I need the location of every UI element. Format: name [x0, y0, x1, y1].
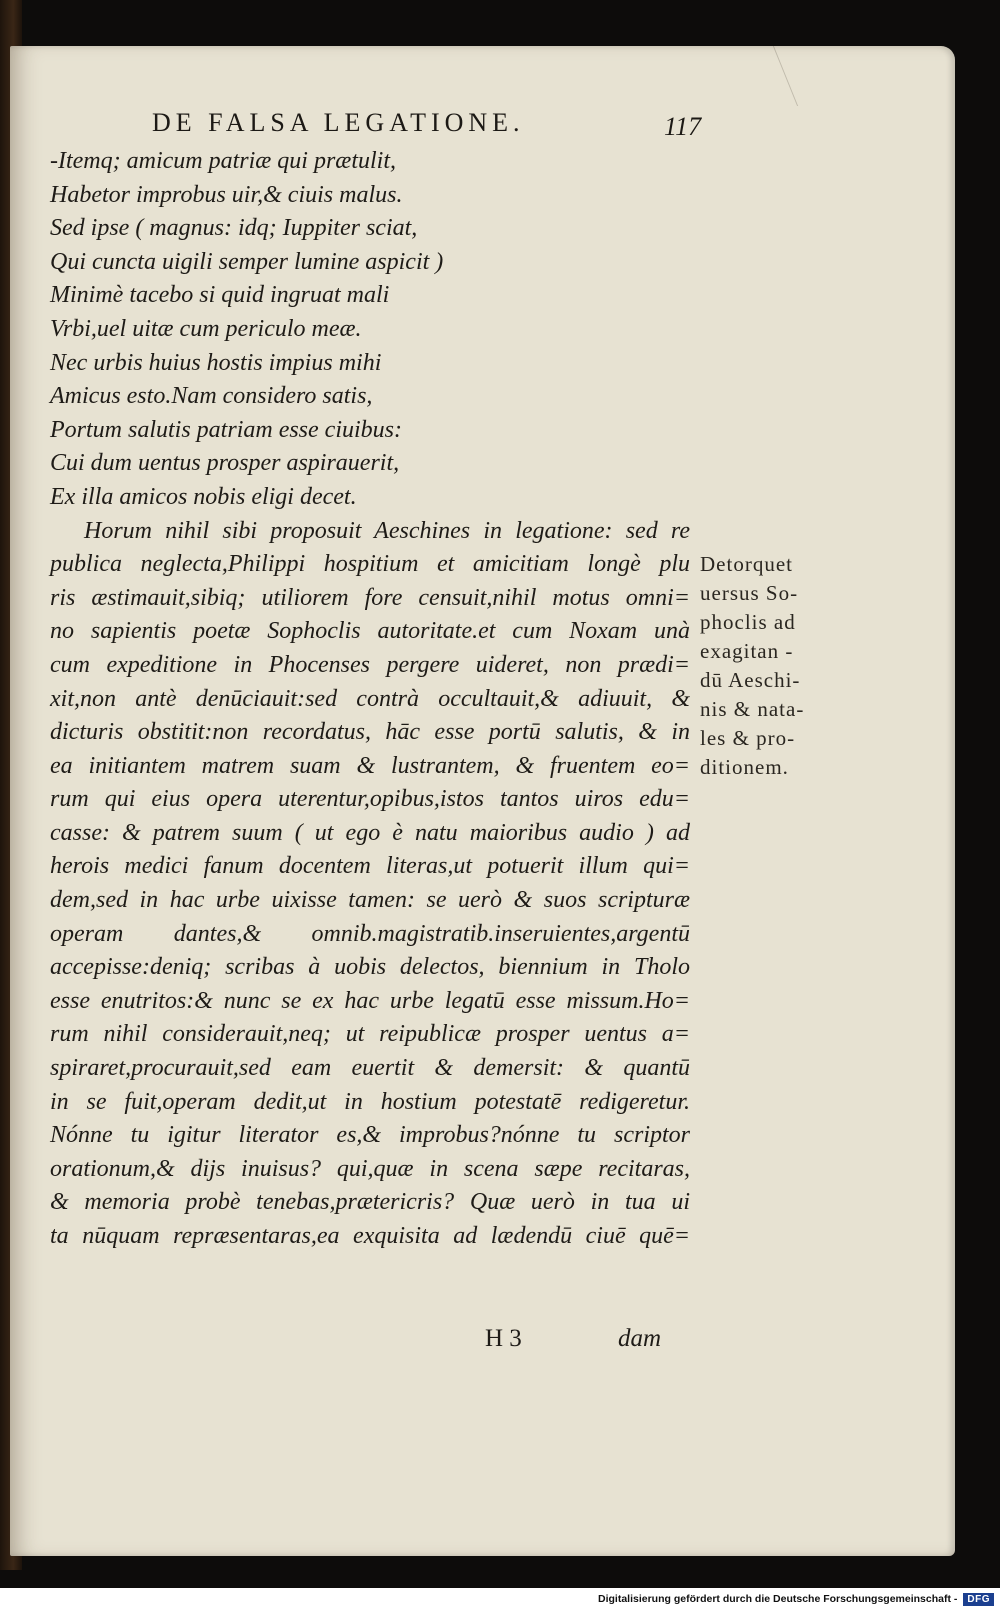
prose-line: & memoria probè tenebas,prætericris? Quæ uerò in tua ui: [50, 1189, 690, 1216]
prose-line: esse enutritos:& nunc se ex hac urbe legatū esse missum.Ho=: [50, 987, 690, 1014]
prose-line: publica neglecta,Philippi hospitium et amicitiam longè plu: [50, 551, 690, 578]
verse-line: Qui cuncta uigili semper lumine aspicit ): [50, 248, 444, 275]
prose-line: accepisse:deniq; scribas à uobis delectos, biennium in Tholo: [50, 954, 690, 981]
verse-line: Sed ipse ( magnus: idq; Iuppiter sciat,: [50, 215, 418, 242]
marginal-note-line: Detorquet: [700, 552, 793, 576]
verse-line: Cui dum uentus prosper aspirauerit,: [50, 450, 400, 477]
running-head: DE FALSA LEGATIONE.: [152, 108, 525, 137]
signature-mark: H 3: [485, 1325, 522, 1352]
prose-line: Horum nihil sibi proposuit Aeschines in legatione: sed re: [84, 517, 690, 544]
prose-line: spiraret,procurauit,sed eam euertit & demersit: & quantū: [50, 1055, 690, 1082]
prose-line: ta nūquam repræsentaras,ea exquisita ad lædendū ciuē quē=: [50, 1223, 690, 1249]
verse-block: [50, 145, 690, 515]
prose-line: ris æstimauit,sibiq; utiliorem fore censuit,nihil motus omni=: [50, 584, 690, 611]
verse-line: Vrbi,uel uitæ cum periculo meæ.: [50, 315, 362, 342]
verse-line: Minimè tacebo si quid ingruat mali: [50, 282, 390, 309]
prose-line: herois medici fanum docentem literas,ut potuerit illum qui=: [50, 853, 690, 880]
verse-line: -Itemq; amicum patriæ qui prætulit,: [50, 148, 396, 174]
footer-credit: Digitalisierung gefördert durch die Deutsche Forschungsgemeinschaft -: [598, 1593, 958, 1605]
prose-line: dicturis obstitit:non recordatus, hāc esse portū salutis, & in: [50, 719, 690, 746]
prose-line: casse: & patrem suum ( ut ego è natu maioribus audio ) ad: [50, 819, 690, 846]
prose-line: Nónne tu igitur literator es,& improbus?nónne tu scriptor: [50, 1122, 690, 1149]
marginal-note-line: nis & nata-: [700, 697, 805, 721]
verse-line: Amicus esto.Nam considero satis,: [50, 383, 373, 410]
prose-line: cum expeditione in Phocenses pergere uideret, non prædi=: [50, 651, 690, 678]
marginal-note: [700, 550, 830, 782]
marginal-note-line: phoclis ad: [700, 610, 796, 634]
dfg-logo: DFG: [963, 1593, 994, 1606]
body-text: [50, 145, 690, 1254]
prose-line: orationum,& dijs inuisus? qui,quæ in scena sæpe recitaras,: [50, 1155, 690, 1182]
catchword: dam: [618, 1325, 662, 1352]
verse-line: Habetor improbus uir,& ciuis malus.: [50, 181, 403, 208]
prose-line: rum qui eius opera uterentur,opibus,istos tantos uiros edu=: [50, 786, 690, 813]
verse-line: Portum salutis patriam esse ciuibus:: [50, 416, 402, 443]
prose-line: operam dantes,& omnib.magistratib.inseruientes,argentū: [50, 920, 690, 947]
verse-line: Ex illa amicos nobis eligi decet.: [50, 483, 357, 510]
prose-line: dem,sed in hac urbe uixisse tamen: se uerò & suos scripturæ: [50, 887, 690, 914]
marginal-note-line: exagitan -: [700, 639, 794, 663]
prose-block: [50, 515, 690, 1254]
prose-line: ea initiantem matrem suam & lustrantem, & fruentem eo=: [50, 752, 690, 779]
digitization-footer: [0, 1588, 1000, 1610]
marginal-note-line: les & pro-: [700, 726, 796, 750]
marginal-note-line: ditionem.: [700, 755, 789, 779]
marginal-note-line: uersus So-: [700, 581, 799, 605]
prose-line: in se fuit,operam dedit,ut in hostium potestatē redigeretur.: [50, 1088, 690, 1115]
prose-line: no sapientis poetæ Sophoclis autoritate.et cum Noxam unà: [50, 618, 690, 645]
verse-line: Nec urbis huius hostis impius mihi: [50, 349, 382, 376]
page-number: 117: [664, 112, 702, 141]
marginal-note-line: dū Aeschi-: [700, 668, 801, 692]
prose-line: rum nihil considerauit,neq; ut reipublicæ prosper uentus a=: [50, 1021, 690, 1048]
prose-line: xit,non antè denūciauit:sed contrà occultauit,& adiuuit, &: [50, 685, 690, 712]
